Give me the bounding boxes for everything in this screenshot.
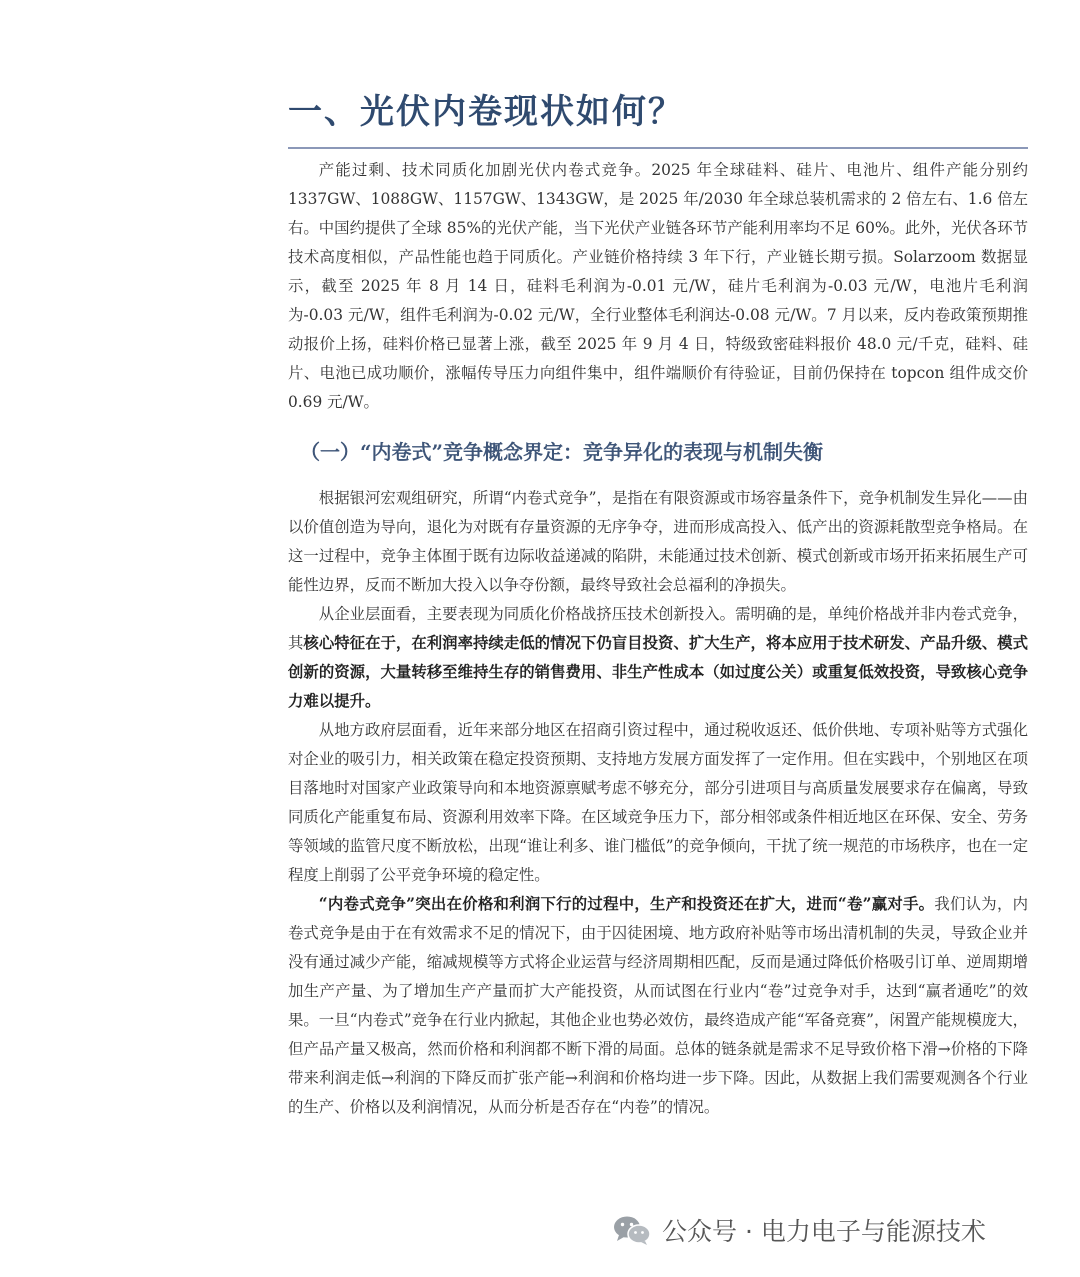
intro-paragraph: 产能过剩、技术同质化加剧光伏内卷式竞争。2025 年全球硅料、硅片、电池片、组件产能分别约 1337GW、1088GW、1157GW、1343GW，是 2025 年/2030 年全球总装机需求的 2 倍左右、1.6 倍左右。中国约提供了全球 85%的光伏产能，当下光伏产业链各环节产能利用率均不足 60%。此外，光伏各环节技术高度相似，产品性能也趋于同质化。产业链价格持续 3 年下行，产业链长期亏损。Solarzoom 数据显示，截至 2025 年 8 月 14 日，硅料毛利润为-0.01 元/W，硅片毛利润为-0.03 元/W，电池片毛利润为-0.03 元/W，组件毛利润为-0.02 元/W，全行业整体毛利润达-0.08 元/W。7 月以来，反内卷政策预期推动报价上扬，硅料价格已显著上涨，截至 2025 年 9 月 4 日，特级致密硅料报价 48.0 元/千克，硅料、硅片、电池已成功顺价，涨幅传导压力向组件集中，组件端顺价有待验证，目前仍保持在 topcon 组件成交价 0.69 元/W。 <box>288 161 1028 411</box>
subsection-heading: （一）“内卷式”竞争概念界定：竞争异化的表现与机制失衡 <box>300 440 824 464</box>
summary-paragraph-emphasis: “内卷式竞争”突出在价格和利润下行的过程中，生产和投资还在扩大，进而“卷”赢对手。 <box>318 895 935 913</box>
heading-divider <box>288 147 1028 149</box>
wechat-icon <box>612 1214 652 1246</box>
intro-block <box>288 156 1028 417</box>
enterprise-paragraph-emphasis: 核心特征在于，在利润率持续走低的情况下仍盲目投资、扩大生产，将本应用于技术研发、产品升级、模式创新的资源，大量转移至维持生存的销售费用、非生产性成本（如过度公关）或重复低效投资，导致核心竞争力难以提升。 <box>288 634 1028 710</box>
watermark-footer <box>612 1212 986 1248</box>
section-heading: 一、光伏内卷现状如何？ <box>288 92 684 132</box>
enterprise-paragraph-lead: 从企业层面看，主要表现为同质化价格战挤压技术创新投入。需明确的是，单纯价格战并非内卷式竞争，其 <box>288 605 1028 652</box>
summary-paragraph <box>288 890 1028 1122</box>
summary-paragraph-rest: 我们认为，内卷式竞争是由于在有效需求不足的情况下，由于囚徒困境、地方政府补贴等市场出清机制的失灵，导致企业并没有通过减少产能，缩减规模等方式将企业运营与经济周期相匹配，反而是通过降低价格吸引订单、逆周期增加生产产量、为了增加生产产量而扩大产能投资，从而试图在行业内“卷”过竞争对手，达到“赢者通吃”的效果。一旦“内卷式”竞争在行业内掀起，其他企业也势必效仿，最终造成产能“军备竞赛”，闲置产能规模庞大，但产品产量又极高，然而价格和利润都不断下滑的局面。总体的链条就是需求不足导致价格下滑→价格的下降带来利润走低→利润的下降反而扩张产能→利润和价格均进一步下降。因此，从数据上我们需要观测各个行业的生产、价格以及利润情况，从而分析是否存在“内卷”的情况。 <box>288 895 1028 1116</box>
government-paragraph: 从地方政府层面看，近年来部分地区在招商引资过程中，通过税收返还、低价供地、专项补贴等方式强化对企业的吸引力，相关政策在稳定投资预期、支持地方发展方面发挥了一定作用。但在实践中，个别地区在项目落地时对国家产业政策导向和本地资源禀赋考虑不够充分，部分引进项目与高质量发展要求存在偏离，导致同质化产能重复布局、资源利用效率下降。在区域竞争压力下，部分相邻或条件相近地区在环保、安全、劳务等领域的监管尺度不断放松，出现“谁让利多、谁门槛低”的竞争倾向，干扰了统一规范的市场秩序，也在一定程度上削弱了公平竞争环境的稳定性。 <box>288 721 1028 884</box>
definition-paragraph: 根据银河宏观组研究，所谓“内卷式竞争”，是指在有限资源或市场容量条件下，竞争机制发生异化——由以价值创造为导向，退化为对既有存量资源的无序争夺，进而形成高投入、低产出的资源耗散型竞争格局。在这一过程中，竞争主体囿于既有边际收益递减的陷阱，未能通过技术创新、模式创新或市场开拓来拓展生产可能性边界，反而不断加大投入以争夺份额，最终导致社会总福利的净损失。 <box>288 489 1028 594</box>
watermark-label: 公众号 · 电力电子与能源技术 <box>662 1217 986 1246</box>
enterprise-paragraph <box>288 600 1028 716</box>
body-block <box>288 484 1028 1122</box>
